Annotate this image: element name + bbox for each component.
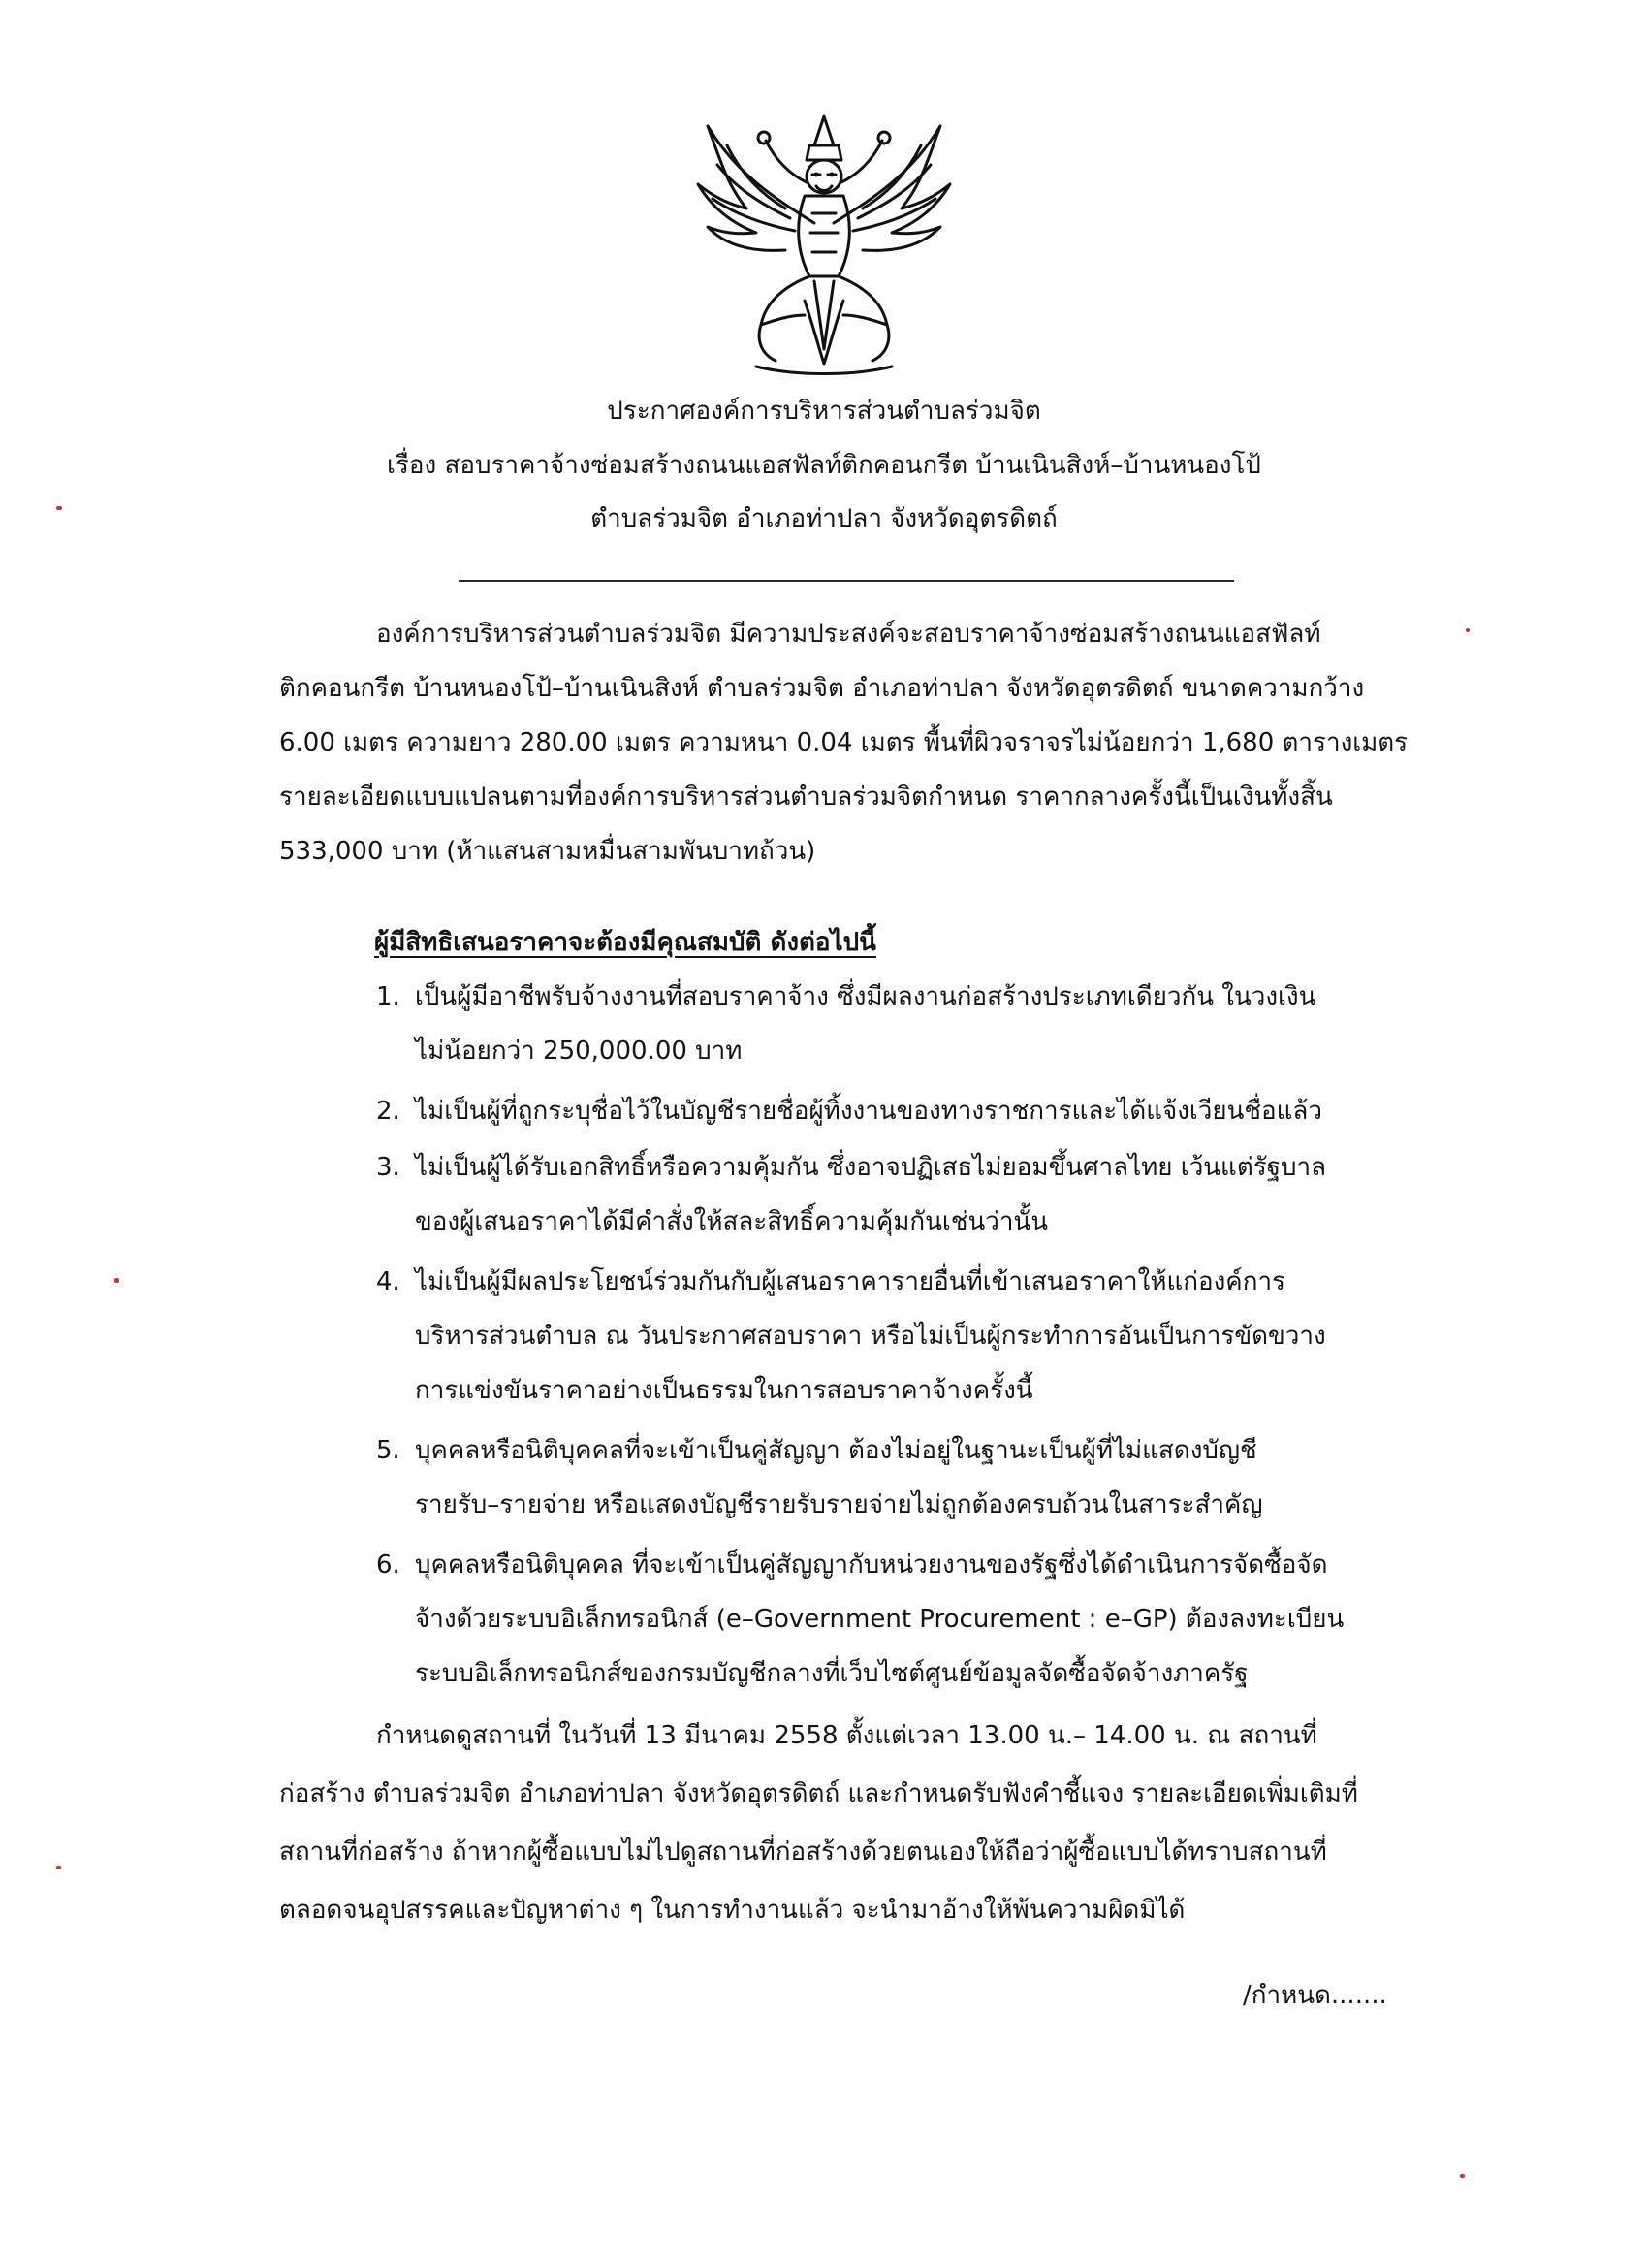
site-visit-line: สถานที่ก่อสร้าง ถ้าหากผู้ซื้อแบบไม่ไปดูสถานที่ก่อสร้างด้วยตนเองให้ถือว่าผู้ซื้อแบบได้ทราบสถานที่ — [279, 1837, 1327, 1867]
list-item-line: จ้างด้วยระบบอิเล็กทรอนิกส์ (e–Government Procurement : e–GP) ต้องลงทะเบียน — [415, 1605, 1345, 1634]
site-visit-line: กำหนดดูสถานที่ ในวันที่ 13 มีนาคม 2558 ตั้งแต่เวลา 13.00 น.– 14.00 น. ณ สถานที่ — [376, 1721, 1317, 1750]
scan-speck — [1460, 2174, 1465, 2178]
list-item-line: ไม่น้อยกว่า 250,000.00 บาท — [415, 1037, 743, 1066]
list-item-line: บุคคลหรือนิติบุคคล ที่จะเข้าเป็นคู่สัญญากับหน่วยงานของรัฐซึ่งได้ดำเนินการจัดซื้อจัด — [415, 1550, 1328, 1580]
list-item-number: 1. — [376, 982, 400, 1011]
scan-speck — [1466, 628, 1470, 632]
list-item-number: 5. — [376, 1436, 400, 1465]
garuda-emblem-icon — [669, 107, 979, 383]
announcement-location: ตำบลร่วมจิต อำเภอท่าปลา จังหวัดอุตรดิตถ์ — [590, 504, 1058, 533]
intro-line: 6.00 เมตร ความยาว 280.00 เมตร ความหนา 0.04 เมตร พื้นที่ผิวจราจรไม่น้อยกว่า 1,680 ตารางเมตร — [279, 728, 1409, 757]
list-item-line: ของผู้เสนอราคาได้มีคำสั่งให้สละสิทธิ์ความคุ้มกันเช่นว่านั้น — [415, 1207, 1048, 1236]
list-item-line: รายรับ–รายจ่าย หรือแสดงบัญชีรายรับรายจ่ายไม่ถูกต้องครบถ้วนในสาระสำคัญ — [415, 1490, 1263, 1519]
list-item-line: ไม่เป็นผู้ที่ถูกระบุชื่อไว้ในบัญชีรายชื่อผู้ทิ้งงานของทางราชการและได้แจ้งเวียนชื่อแล้ว — [415, 1097, 1322, 1126]
list-item-number: 3. — [376, 1153, 400, 1182]
list-item-number: 2. — [376, 1097, 400, 1126]
intro-line: 533,000 บาท (ห้าแสนสามหมื่นสามพันบาทถ้วน) — [279, 837, 816, 866]
announcement-subject: เรื่อง สอบราคาจ้างซ่อมสร้างถนนแอสฟัลท์ติกคอนกรีต บ้านเนินสิงห์–บ้านหนองโป้ — [387, 451, 1261, 480]
list-item-line: การแข่งขันราคาอย่างเป็นธรรมในการสอบราคาจ้างครั้งนี้ — [415, 1376, 1033, 1405]
scan-speck — [56, 506, 62, 510]
intro-line: องค์การบริหารส่วนตำบลร่วมจิต มีความประสงค์จะสอบราคาจ้างซ่อมสร้างถนนแอสฟัลท์ — [376, 620, 1321, 649]
list-item-line: บุคคลหรือนิติบุคคลที่จะเข้าเป็นคู่สัญญา ต้องไม่อยู่ในฐานะเป็นผู้ที่ไม่แสดงบัญชี — [415, 1436, 1257, 1465]
site-visit-line: ก่อสร้าง ตำบลร่วมจิต อำเภอท่าปลา จังหวัดอุตรดิตถ์ และกำหนดรับฟังคำชี้แจง รายละเอียดเพิ่มเติมที่ — [279, 1779, 1358, 1808]
list-item-line: ระบบอิเล็กทรอนิกส์ของกรมบัญชีกลางที่เว็บไซต์ศูนย์ข้อมูลจัดซื้อจัดจ้างภาครัฐ — [415, 1659, 1249, 1688]
site-visit-line: ตลอดจนอุปสรรคและปัญหาต่าง ๆ ในการทำงานแล้ว จะนำมาอ้างให้พ้นความผิดมิได้ — [279, 1896, 1186, 1925]
announcement-title: ประกาศองค์การบริหารส่วนตำบลร่วมจิต — [607, 397, 1041, 426]
list-item-number: 4. — [376, 1267, 400, 1296]
list-item-number: 6. — [376, 1550, 400, 1580]
intro-line: รายละเอียดแบบแปลนตามที่องค์การบริหารส่วนตำบลร่วมจิตกำหนด ราคากลางครั้งนี้เป็นเงินทั้งสิ้น — [279, 783, 1333, 812]
scan-speck — [114, 1278, 119, 1283]
title-divider — [459, 580, 1234, 582]
list-item-line: บริหารส่วนตำบล ณ วันประกาศสอบราคา หรือไม่เป็นผู้กระทำการอันเป็นการขัดขวาง — [415, 1322, 1326, 1351]
list-item-line: ไม่เป็นผู้มีผลประโยชน์ร่วมกันกับผู้เสนอราคารายอื่นที่เข้าเสนอราคาให้แก่องค์การ — [415, 1267, 1286, 1296]
continuation-marker: /กำหนด....... — [1243, 1981, 1387, 2010]
list-item-line: เป็นผู้มีอาชีพรับจ้างงานที่สอบราคาจ้าง ซึ่งมีผลงานก่อสร้างประเภทเดียวกัน ในวงเงิน — [415, 982, 1316, 1011]
qualifications-heading: ผู้มีสิทธิเสนอราคาจะต้องมีคุณสมบัติ ดังต่อไปนี้ — [374, 928, 876, 957]
scan-speck — [56, 1866, 61, 1869]
list-item-line: ไม่เป็นผู้ได้รับเอกสิทธิ์หรือความคุ้มกัน ซึ่งอาจปฏิเสธไม่ยอมขึ้นศาลไทย เว้นแต่รัฐบาล — [415, 1153, 1327, 1182]
intro-line: ติกคอนกรีต บ้านหนองโป้–บ้านเนินสิงห์ ตำบลร่วมจิต อำเภอท่าปลา จังหวัดอุตรดิตถ์ ขนาดความกว้าง — [279, 674, 1365, 703]
